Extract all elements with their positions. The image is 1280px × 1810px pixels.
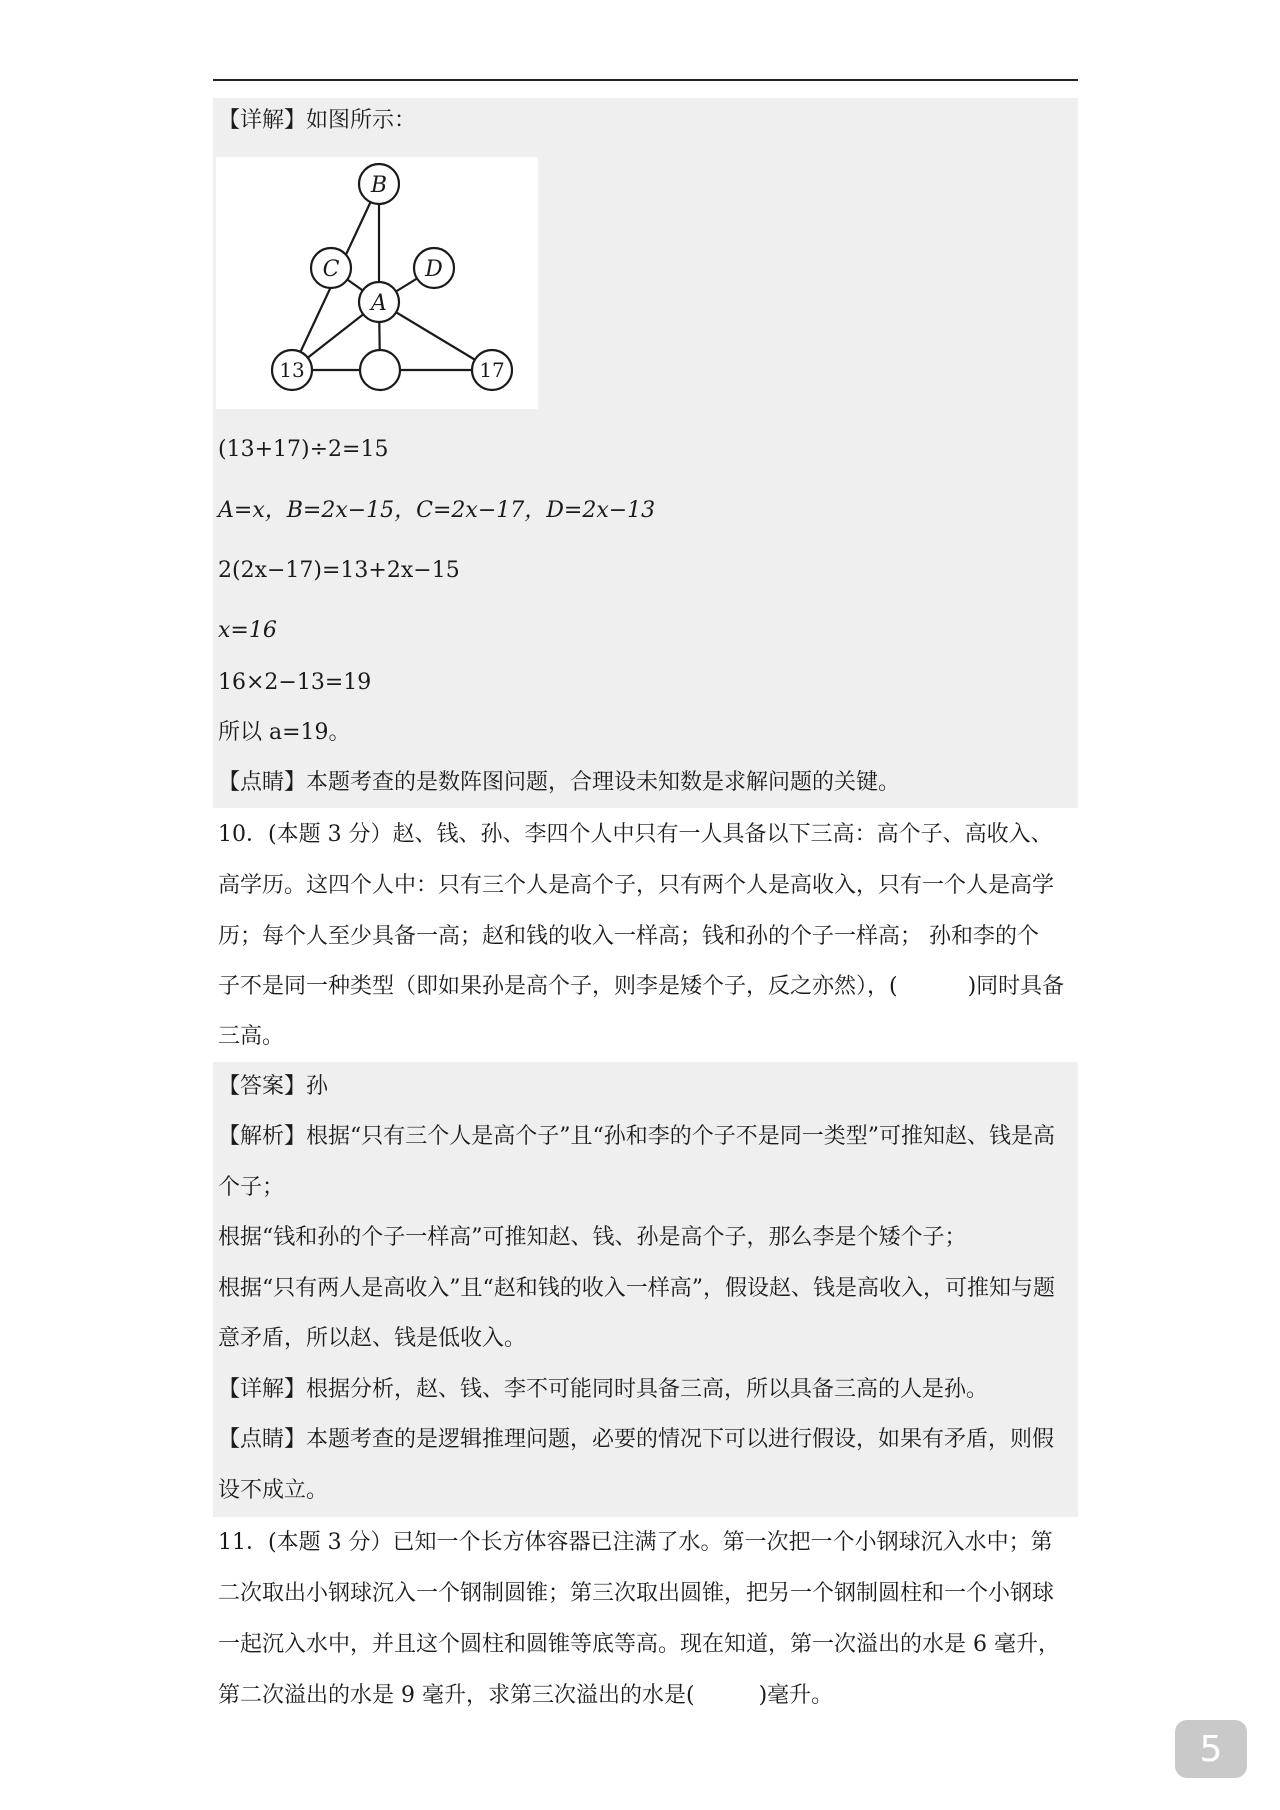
page-number-badge: 5 [1175,1720,1247,1778]
q10-line-4-end: )同时具备 [967,974,1065,999]
equation-1: (13+17)÷2=15 [218,437,389,462]
equation-4: x=16 [218,618,277,643]
node-17-label: 17 [479,358,505,382]
q11-line-4-end: )毫升。 [758,1683,834,1708]
equation-2: A=x，B=2x−15，C=2x−17，D=2x−13 [218,498,656,523]
q11-line-3: 一起沉入水中，并且这个圆柱和圆锥等底等高。现在知道，第一次溢出的水是 6 毫升， [218,1632,1060,1657]
q10-line-5: 三高。 [218,1024,285,1049]
q10-line-4-start: 子不是同一种类型（即如果孙是高个子，则李是矮个子，反之亦然），( [218,974,898,999]
number-array-diagram [216,157,538,409]
q11-line-2: 二次取出小钢球沉入一个钢制圆锥；第三次取出圆锥，把另一个钢制圆柱和一个小钢球 [218,1581,1055,1606]
q11-line-1: 11．(本题 3 分）已知一个长方体容器已注满了水。第一次把一个小钢球沉入水中；第 [218,1530,1053,1555]
q10-analysis-1: 【解析】根据“只有三个人是高个子”且“孙和李的个子不是同一类型”可推知赵、钱是高 [218,1124,1055,1149]
node-d-label: D [425,257,443,282]
q10-comment-1: 【点睛】本题考查的是逻辑推理问题，必要的情况下可以进行假设，如果有矛盾，则假 [218,1427,1055,1452]
q10-analysis-2: 个子； [218,1175,285,1200]
node-13-label: 13 [279,358,305,382]
equation-3: 2(2x−17)=13+2x−15 [218,558,460,583]
number-array-figure [216,157,538,409]
q10-detail: 【详解】根据分析，赵、钱、李不可能同时具备三高，所以具备三高的人是孙。 [218,1377,989,1402]
q10-line-3: 历；每个人至少具备一高；赵和钱的收入一样高；钱和孙的个子一样高； 孙和李的个 [218,924,1039,949]
q9-detail-heading: 【详解】如图所示： [218,108,417,133]
node-middle [360,350,400,390]
q10-analysis-5: 意矛盾，所以赵、钱是低收入。 [218,1326,527,1351]
q10-line-1: 10．(本题 3 分）赵、钱、孙、李四个人中只有一人具备以下三高：高个子、高收入、 [218,822,1053,847]
q10-comment-2: 设不成立。 [218,1478,329,1503]
q11-line-4-start: 第二次溢出的水是 9 毫升，求第三次溢出的水是( [218,1683,695,1708]
q9-conclusion: 所以 a=19。 [218,720,351,745]
q11-line-4 [218,1681,833,1711]
q10-answer: 【答案】孙 [218,1074,329,1099]
equation-5: 16×2−13=19 [218,670,372,695]
node-c-label: C [322,257,340,282]
q10-analysis-3: 根据“钱和孙的个子一样高”可推知赵、钱、孙是高个子，那么李是个矮个子； [218,1225,967,1250]
q10-analysis-4: 根据“只有两人是高收入”且“赵和钱的收入一样高”，假设赵、钱是高收入，可推知与题 [218,1276,1055,1301]
q10-line-4 [218,972,1064,1002]
top-rule [213,79,1078,81]
node-a-label: A [371,291,387,316]
node-b-label: B [370,173,388,198]
q9-comment: 【点睛】本题考查的是数阵图问题，合理设未知数是求解问题的关键。 [218,770,901,795]
q10-line-2: 高学历。这四个人中：只有三个人是高个子，只有两个人是高收入，只有一个人是高学 [218,873,1055,898]
